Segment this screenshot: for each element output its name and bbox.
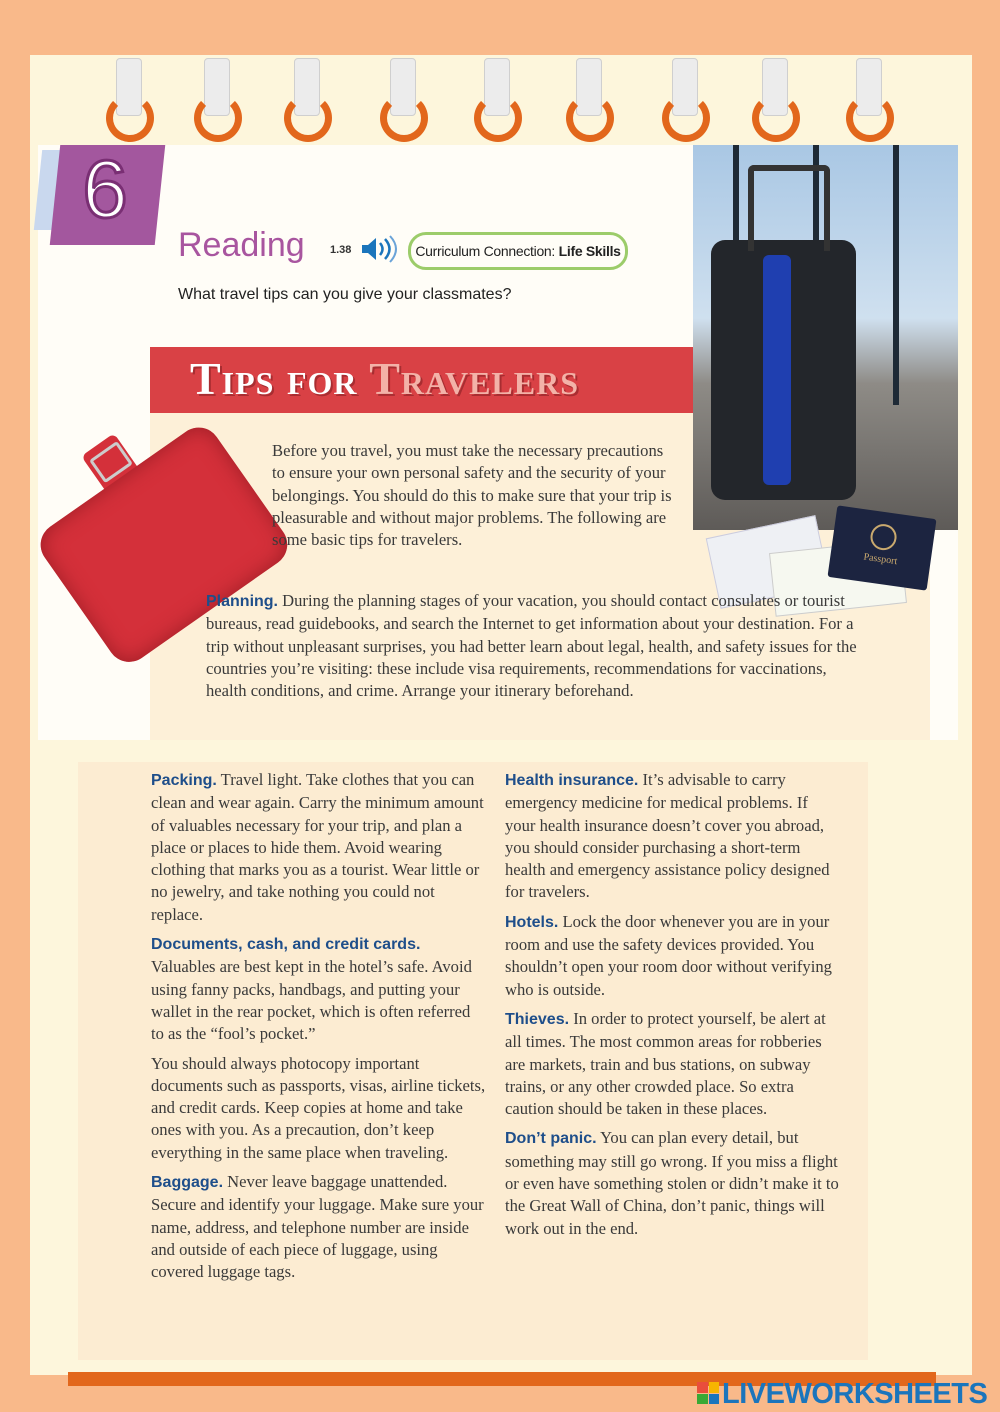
tip-keyword: Don’t panic. [505,1130,597,1148]
planning-text: During the planning stages of your vacation, you should contact consulates or tourist bureaus, read guidebooks, and search the Internet to get information about your destination. For a trip without unpleasant surprises, you had better learn about legal, health, and safety issues for the countries you’re visiting: these include visa requirements, recommendations for vaccinations, health conditions, and crime. Arrange your itinerary beforehand. [206,591,857,701]
audio-icon[interactable] [358,233,398,265]
tip-paragraph [505,769,841,904]
curriculum-topic: Life Skills [558,243,621,259]
article-title [190,352,579,405]
article-title-first: Tips for [190,353,370,404]
binder-ring [98,58,158,138]
curriculum-label: Curriculum Connection: [415,243,556,259]
binder-ring [372,58,432,138]
tip-keyword: Health insurance. [505,772,639,789]
tip-text: Travel light. Take clothes that you can clean and wear again. Carry the minimum amount of valuables necessary for your trip, and plan a place or places to hide them. Avoid wearing clothing that marks you as a tourist. Wear little or no jewelry, and take nothing you could not replace. [151,770,484,924]
binder-ring [466,58,526,138]
unit-number: 6 [82,144,128,235]
tip-keyword: Thieves. [505,1010,570,1028]
tip-text: Lock the door whenever you are in your room and use the safety devices provided. You shouldn’t open your room door without verifying who is outside. [505,911,832,999]
tip-text: It’s advisable to carry emergency medicine for medical problems. If your health insurance doesn’t cover you abroad, you should consider purchasing a short-term health and emergency assistance policy designed for travelers. [505,770,830,902]
left-column [151,769,487,1291]
intro-paragraph: Before you travel, you must take the necessary precautions to ensure your own personal safety and the security of your belongings. You should do this to make sure that your trip is pleasurable and without major problems. The following are some basic tips for travelers. [272,441,672,550]
tip-text: Valuables are best kept in the hotel’s safe. Avoid using fanny packs, handbags, and putting your wallet in the rear pocket, which is often referred to as the “fool’s pocket.” [151,957,472,1044]
binder-ring [838,58,898,138]
tip-paragraph [151,933,487,1045]
binder-ring [744,58,804,138]
article-title-second: Travelers [369,353,580,404]
binder-ring [276,58,336,138]
tip-text: In order to protect yourself, be alert at all times. The most common areas for robberies are markets, train and bus stations, on subway trains, or any other crowded place. So extra caution should be taken in these places. [505,1008,826,1119]
curriculum-badge [408,232,628,270]
planning-paragraph [206,590,866,702]
liveworksheets-logo-icon [697,1382,719,1404]
passport-label: Passport [862,551,898,568]
tip-text: You can plan every detail, but something may still go wrong. If you miss a flight or even have something stolen or didn’t make it to the Great Wall of China, don’t panic, things will work out in the end. [505,1128,839,1238]
tip-paragraph [505,911,841,1001]
planning-keyword: Planning. [206,593,278,610]
tip-text: You should always photocopy important documents such as passports, visas, airline tickets, and credit cards. Keep copies at home and take ones with you. As a precaution, don’t keep everything in the same place when traveling. [151,1053,486,1162]
tip-keyword: Documents, cash, and credit cards. [151,936,421,954]
binder-ring [186,58,246,138]
tip-paragraph [505,1127,841,1239]
binder-ring [558,58,618,138]
watermark[interactable]: LIVEWORKSHEETS [722,1378,988,1410]
tip-paragraph [151,1171,487,1283]
pre-reading-question: What travel tips can you give your classmates? [178,286,512,303]
passport-image [827,505,936,590]
tip-paragraph [151,769,487,926]
section-title: Reading [178,226,305,264]
tip-keyword: Baggage. [151,1174,224,1192]
tip-paragraph [505,1008,841,1120]
tip-paragraph [151,1053,487,1164]
right-column [505,769,841,1247]
binder-ring [654,58,714,138]
suitcase-photo [693,145,958,530]
track-number: 1.38 [330,244,352,256]
tip-keyword: Packing. [151,772,217,789]
tip-text: Never leave baggage unattended. Secure and identify your luggage. Make sure your name, address, and telephone number are inside and outside of each piece of luggage, using covered luggage tags. [151,1172,484,1282]
tip-keyword: Hotels. [505,913,559,931]
